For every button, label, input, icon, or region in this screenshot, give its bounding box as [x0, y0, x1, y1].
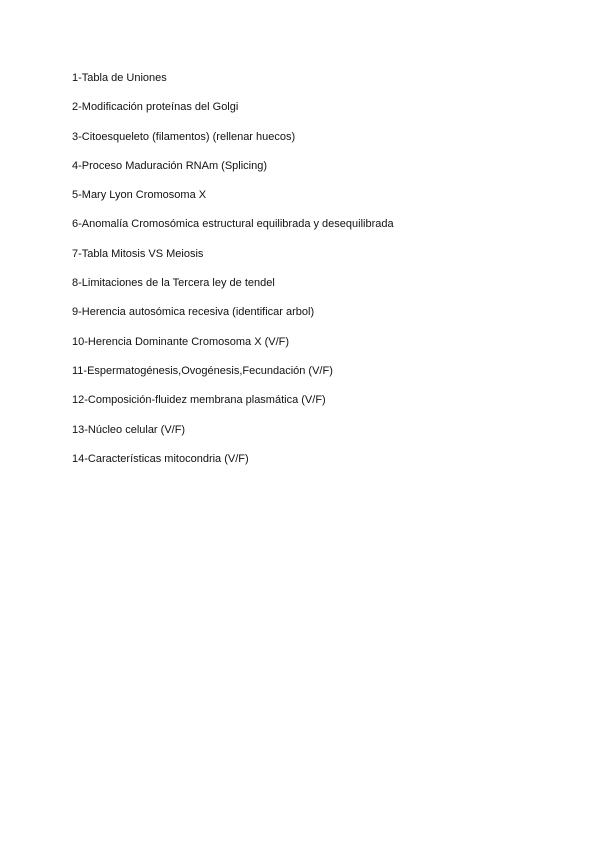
list-item: 6-Anomalía Cromosómica estructural equilibrada y desequilibrada: [72, 218, 394, 231]
list-item: 10-Herencia Dominante Cromosoma X (V/F): [72, 335, 290, 348]
list-item: 9-Herencia autosómica recesiva (identificar arbol): [72, 306, 315, 319]
list-item: 3-Citoesqueleto (filamentos) (rellenar huecos): [72, 130, 296, 143]
list-item: 2-Modificación proteínas del Golgi: [72, 101, 239, 114]
list-item: 4-Proceso Maduración RNAm (Splicing): [72, 159, 268, 172]
list-item: 7-Tabla Mitosis VS Meiosis: [72, 247, 204, 260]
list-item: 14-Características mitocondria (V/F): [72, 452, 249, 465]
list-item: 12-Composición-fluidez membrana plasmática (V/F): [72, 394, 326, 407]
list-item: 11-Espermatogénesis,Ovogénesis,Fecundación (V/F): [72, 364, 333, 377]
topic-list: [72, 71, 394, 481]
list-item: 13-Núcleo celular (V/F): [72, 423, 186, 436]
list-item: 8-Limitaciones de la Tercera ley de tendel: [72, 277, 275, 290]
list-item: 1-Tabla de Uniones: [72, 72, 167, 84]
list-item: 5-Mary Lyon Cromosoma X: [72, 189, 207, 202]
